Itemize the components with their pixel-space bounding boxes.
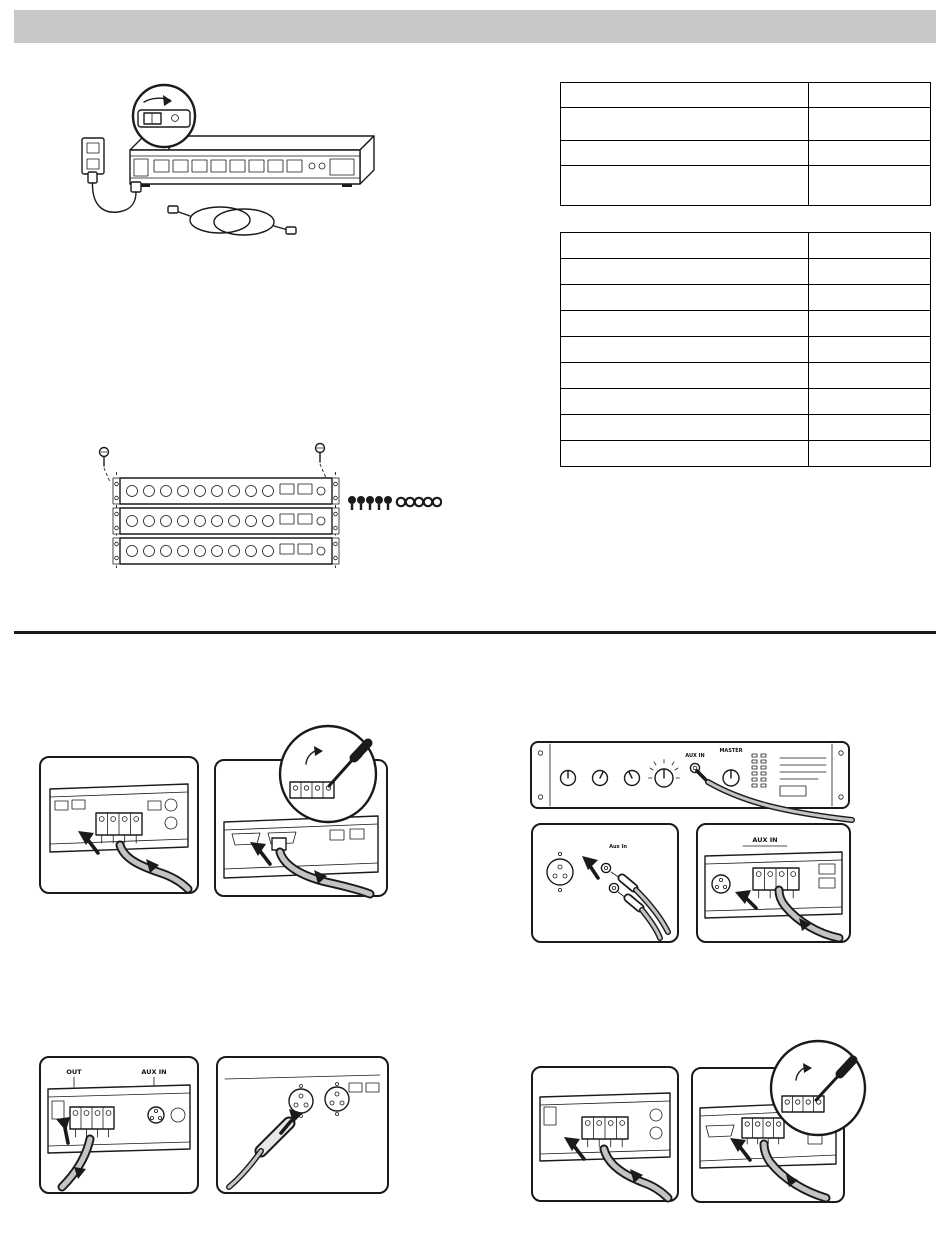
table-cell	[561, 259, 809, 285]
table-cell	[561, 337, 809, 363]
table-cell	[561, 166, 809, 206]
mounting-bolts	[348, 496, 392, 510]
aux-in-label: AUX IN	[141, 1068, 167, 1076]
dsub-terminal-panel	[690, 1038, 872, 1205]
aux-terminal-panel	[695, 822, 852, 944]
table-cell	[561, 311, 809, 337]
table-cell	[809, 363, 931, 389]
aux-in-label: Aux In	[609, 844, 627, 850]
rca-aux-connection-panel	[530, 822, 680, 944]
table-cell	[561, 389, 809, 415]
table-cell	[561, 285, 809, 311]
stacked-units	[113, 478, 339, 564]
table-cell	[809, 233, 931, 259]
aux-in-label: AUX IN	[752, 836, 778, 844]
table-cell	[809, 259, 931, 285]
spec-table-top	[560, 82, 931, 206]
xlr-connection-panel	[215, 1055, 390, 1195]
table-cell	[809, 389, 931, 415]
terminal-wiring-panel	[38, 755, 200, 895]
table-cell	[809, 141, 931, 166]
output-terminal-panel	[38, 1055, 200, 1195]
table-cell	[809, 166, 931, 206]
table-cell	[809, 83, 931, 108]
master-label: MASTER	[719, 748, 743, 754]
screwdriver-callout	[280, 726, 376, 822]
spec-table-bottom	[560, 232, 931, 467]
table-cell	[809, 337, 931, 363]
power-connection-figure	[72, 80, 382, 242]
screwdriver-detail-panel	[210, 718, 392, 900]
terminal-cable-panel	[530, 1065, 680, 1203]
front-panel-aux-figure	[528, 738, 856, 824]
rack-mounting-figure	[80, 442, 442, 574]
aux-in-label: AUX IN	[685, 753, 705, 759]
table-cell	[809, 415, 931, 441]
table-cell	[561, 108, 809, 141]
rack-screws	[100, 444, 327, 483]
coiled-cable	[168, 206, 296, 235]
table-cell	[809, 285, 931, 311]
table-cell	[561, 233, 809, 259]
table-cell	[809, 441, 931, 467]
table-cell	[561, 415, 809, 441]
section-divider	[14, 631, 936, 634]
screwdriver-callout	[771, 1041, 865, 1135]
wall-outlet	[82, 138, 104, 174]
table-cell	[561, 441, 809, 467]
out-label: OUT	[66, 1068, 82, 1076]
header-bar	[14, 10, 936, 43]
table-cell	[561, 141, 809, 166]
table-cell	[809, 311, 931, 337]
washers	[397, 498, 441, 506]
table-cell	[809, 108, 931, 141]
table-cell	[561, 83, 809, 108]
table-cell	[561, 363, 809, 389]
